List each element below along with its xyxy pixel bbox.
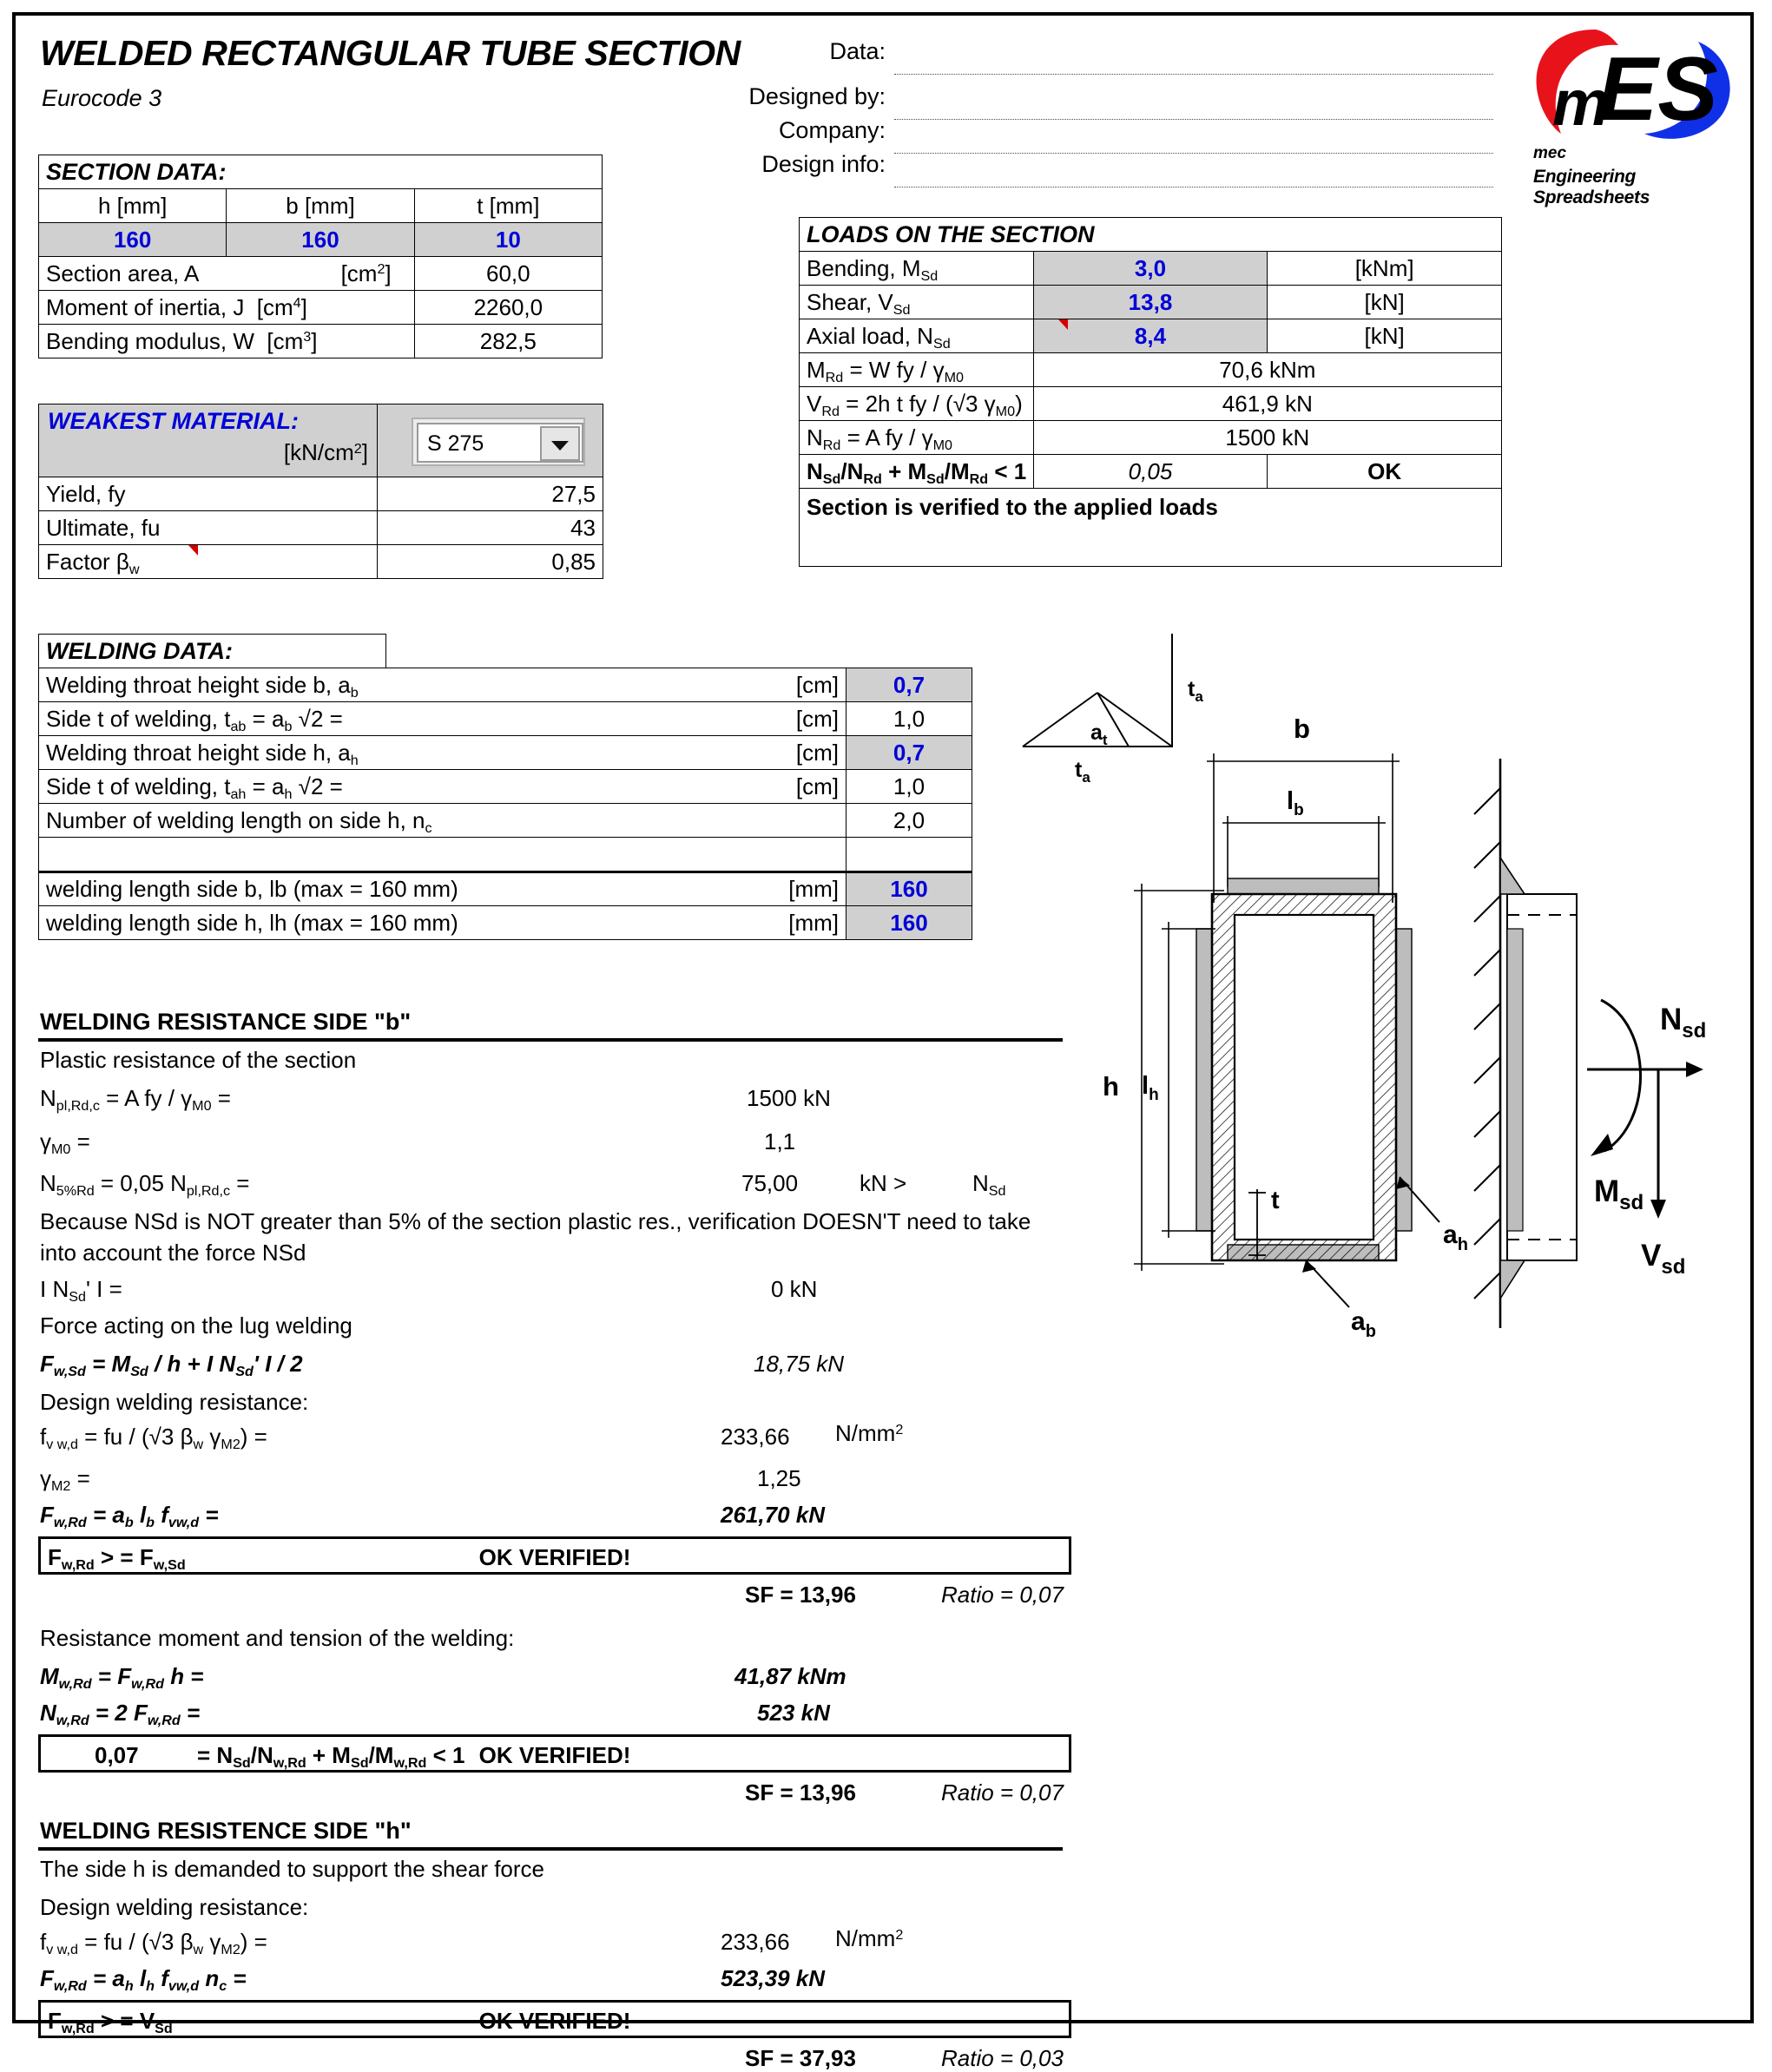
- formula-mw-rd: $M_{w,Rd} = F_{w,Rd}$ h =: [40, 1663, 204, 1693]
- svg-text:ta: $t_a$: [1188, 677, 1203, 705]
- table-row: [800, 353, 1502, 387]
- formula-vrd: $V_{Rd} = 2h$ t fy / (√3 $\gamma_{M0}$): [800, 387, 1034, 421]
- svg-text:ta: $t_a$: [1075, 758, 1090, 786]
- unit-bending: [kNm]: [1268, 252, 1502, 286]
- logo-line-1: mec: [1533, 144, 1567, 162]
- value-gamma-m2-b: 1,25: [757, 1465, 801, 1491]
- value-nsd-prime: 0 kN: [771, 1276, 818, 1302]
- table-row: [39, 511, 603, 545]
- label-shear: Shear, $V_{Sd}$: [800, 286, 1034, 319]
- value-fw-sd: 18,75 kN: [754, 1351, 845, 1377]
- label-factor-beta: Factor $\beta_w$: [39, 545, 378, 579]
- table-row: [39, 155, 603, 189]
- table-row: [800, 252, 1502, 286]
- material-title-cell: [39, 405, 378, 477]
- unit-axial: [kN]: [1268, 319, 1502, 353]
- section-technical-drawing: [1007, 642, 1754, 1341]
- col-header-t: t [mm]: [414, 189, 602, 223]
- value-gamma-m0: 1,1: [764, 1128, 796, 1154]
- formula-gamma-m2-b: $\gamma_{M2}$ =: [40, 1465, 90, 1495]
- text-side-h-shear: The side h is demanded to support the shear force: [40, 1856, 545, 1882]
- verification-label: $F_{w,Rd}$ > = $V_{Sd}$: [48, 2008, 173, 2037]
- table-row: [39, 545, 603, 579]
- verification-ratio-value: 0,07: [95, 1742, 139, 1768]
- ratio-value-2: Ratio = 0,07: [941, 1779, 1064, 1806]
- material-dropdown-button[interactable]: [540, 426, 580, 461]
- welding-data-title: WELDING DATA:: [39, 635, 386, 668]
- formula-nsd-prime: I $N_{Sd}'$ I =: [40, 1276, 122, 1306]
- label-interaction-check: $N_{Sd}/N_{Rd} + M_{Sd}/M_{Rd} < 1$: [800, 455, 1034, 489]
- header-field-design-info[interactable]: [761, 151, 1493, 186]
- header-field-company[interactable]: [764, 117, 1493, 152]
- input-t[interactable]: 10: [414, 223, 602, 257]
- unit-shear: [kN]: [1268, 286, 1502, 319]
- label-vsd: $V_{sd}$: [1641, 1239, 1686, 1279]
- text-force-lug: Force acting on the lug welding: [40, 1312, 352, 1339]
- label-nsd: $N_{sd}$: [1660, 1003, 1707, 1043]
- verification-box-interaction: [38, 1734, 1071, 1773]
- value-bending-modulus: 282,5: [414, 325, 602, 358]
- unit-ah: [cm]: [795, 739, 839, 766]
- unit-n5pct: kN >: [860, 1170, 907, 1196]
- label-msd: $M_{sd}$: [1594, 1174, 1644, 1214]
- sf-value-3: SF = 37,93: [745, 2045, 856, 2071]
- material-title: WEAKEST MATERIAL:: [48, 408, 299, 434]
- loads-table: [799, 217, 1502, 567]
- header-field-designed-by[interactable]: [748, 83, 1493, 118]
- unit-lh: [mm]: [788, 909, 839, 936]
- status-badge: OK: [1268, 455, 1502, 489]
- table-row: [800, 455, 1502, 489]
- label-ah: Welding throat height side h, $a_h$ [cm]: [39, 736, 846, 770]
- label-b: b: [1294, 714, 1310, 744]
- label-t: t: [1271, 1187, 1280, 1214]
- verification-status: OK VERIFIED!: [478, 2008, 631, 2034]
- material-unit: $[kN/cm^2]$: [283, 439, 368, 465]
- label-section-area: Section area, A $[cm^2]$: [39, 257, 415, 291]
- table-row: [39, 223, 603, 257]
- input-shear-vsd[interactable]: 13,8: [1033, 286, 1268, 319]
- label-bending-modulus: Bending modulus, W $[cm^3]$: [39, 325, 415, 358]
- table-row: [39, 189, 603, 223]
- table-row: [800, 286, 1502, 319]
- header-field-label: Data:: [829, 38, 886, 64]
- input-lh[interactable]: 160: [846, 906, 972, 940]
- value-factor-beta: 0,85: [378, 545, 603, 579]
- col-header-h: h [mm]: [39, 189, 227, 223]
- value-mw-rd: 41,87 kNm: [734, 1663, 846, 1689]
- svg-text:ah: $a_h$: [1443, 1220, 1468, 1254]
- unit-ab: [cm]: [795, 671, 839, 698]
- formula-nw-rd: $N_{w,Rd} = 2$ $F_{w,Rd}$ =: [40, 1700, 201, 1729]
- chevron-down-icon: [551, 441, 569, 451]
- verification-box-fwrd-vsd: [38, 2000, 1071, 2038]
- header-field-label: Design info:: [761, 151, 886, 177]
- loads-title: LOADS ON THE SECTION: [800, 218, 1502, 252]
- table-row: [39, 477, 603, 511]
- note-line-1: Because NSd is NOT greater than 5% of the section plastic res., verification DOESN'T need to take: [40, 1208, 1031, 1234]
- label-nc: Number of welding length on side h, $n_c$: [39, 804, 846, 838]
- svg-text:at: $a_t$: [1090, 720, 1108, 748]
- svg-text:ES: ES: [1597, 39, 1718, 140]
- table-row: [39, 291, 603, 325]
- verification-status: OK VERIFIED!: [478, 1544, 631, 1570]
- table-row: [39, 668, 972, 702]
- formula-fvwd-h: $f_{v w,d}$ = fu / (√3 $\beta_w$ $\gamma_{M2}$) =: [40, 1929, 267, 1958]
- ratio-value-1: Ratio = 0,07: [941, 1582, 1064, 1608]
- compare-nsd: $N_{Sd}$: [972, 1170, 1006, 1200]
- unit-tah: [cm]: [795, 773, 839, 799]
- verification-label: $F_{w,Rd}$ > = $F_{w,Sd}$: [48, 1544, 186, 1574]
- table-row: [39, 872, 972, 906]
- label-yield: Yield, fy: [39, 477, 378, 511]
- label-bending: Bending, $M_{Sd}$: [800, 252, 1034, 286]
- value-tab: 1,0: [846, 702, 972, 736]
- material-dropdown-box[interactable]: [417, 423, 583, 463]
- verification-status: OK VERIFIED!: [478, 1742, 631, 1768]
- material-dropdown-value: S 275: [427, 431, 484, 456]
- header-field-data[interactable]: [764, 38, 1493, 73]
- value-moment-inertia: 2260,0: [414, 291, 602, 325]
- unit-fvwd-h: $N/mm^2$: [835, 1925, 904, 1951]
- table-row: [800, 489, 1502, 527]
- value-tah: 1,0: [846, 770, 972, 804]
- unit-lb: [mm]: [788, 876, 839, 902]
- label-lh: welding length side h, lh (max = 160 mm) [mm]: [39, 906, 846, 940]
- table-row: [39, 770, 972, 804]
- svg-text:ab: $a_b$: [1351, 1307, 1376, 1341]
- value-vrd: 461,9 kN: [1033, 387, 1501, 421]
- header-field-label: Company:: [778, 117, 886, 143]
- formula-fw-rd-h: $F_{w,Rd} = a_h$ $l_h$ $f_{vw,d}$ $n_c$ =: [40, 1965, 247, 1995]
- heading-side-h: WELDING RESISTENCE SIDE "h": [40, 1818, 412, 1844]
- input-bending-msd[interactable]: 3,0: [1033, 252, 1268, 286]
- value-fvwd-b: 233,66: [721, 1424, 790, 1450]
- formula-fw-sd: $F_{w,Sd} = M_{Sd} / h + I$ $N_{Sd}'$ I / 2: [40, 1351, 303, 1380]
- label-moment-inertia: Moment of inertia, J $[cm^4]$: [39, 291, 415, 325]
- value-fw-rd-b: 261,70 kN: [721, 1502, 825, 1528]
- page-title: WELDED RECTANGULAR TUBE SECTION: [40, 33, 741, 73]
- divider: [38, 1847, 1063, 1851]
- input-ah[interactable]: 0,7: [846, 736, 972, 770]
- input-b[interactable]: 160: [227, 223, 414, 257]
- value-nrd: 1500 kN: [1033, 421, 1501, 455]
- drawing-svg: [1007, 642, 1754, 1341]
- table-row: [39, 838, 972, 872]
- value-nc: 2,0: [846, 804, 972, 838]
- table-row: [39, 257, 603, 291]
- value-mrd: 70,6 kNm: [1033, 353, 1501, 387]
- table-row: [39, 325, 603, 358]
- col-header-b: b [mm]: [227, 189, 414, 223]
- input-axial-nsd[interactable]: 8,4: [1033, 319, 1268, 353]
- svg-text:lb: $l_b$: [1287, 787, 1304, 819]
- header-field-label: Designed by:: [748, 83, 886, 109]
- sf-value-2: SF = 13,96: [745, 1779, 856, 1806]
- value-yield: 27,5: [378, 477, 603, 511]
- welding-data-spacer: [39, 838, 846, 872]
- heading-side-b: WELDING RESISTANCE SIDE "b": [40, 1009, 412, 1035]
- table-row: [800, 387, 1502, 421]
- text-design-welding-resistance-h: Design welding resistance:: [40, 1894, 309, 1920]
- value-section-area: 60,0: [414, 257, 602, 291]
- logo-line-2: Engineering Spreadsheets: [1533, 167, 1650, 207]
- mes-logo: [1528, 23, 1749, 207]
- input-ab[interactable]: 0,7: [846, 668, 972, 702]
- input-h[interactable]: 160: [39, 223, 227, 257]
- svg-text:m: m: [1552, 67, 1610, 139]
- table-row: [800, 421, 1502, 455]
- formula-npl-rd-c: $N_{pl,Rd,c} = A$ fy / $\gamma_{M0}$ =: [40, 1085, 231, 1115]
- formula-mrd: $M_{Rd} = W$ fy / $\gamma_{M0}$: [800, 353, 1034, 387]
- formula-fvwd-b: $f_{v w,d}$ = fu / (√3 $\beta_w$ $\gamma_{M2}$) =: [40, 1424, 267, 1453]
- sf-value-1: SF = 13,96: [745, 1582, 856, 1608]
- verdict-spacer: [800, 527, 1502, 567]
- note-line-2: into account the force NSd: [40, 1240, 306, 1266]
- formula-nrd: $N_{Rd} = A$ fy / $\gamma_{M0}$: [800, 421, 1034, 455]
- value-interaction-check: 0,05: [1033, 455, 1268, 489]
- table-row: [800, 527, 1502, 567]
- value-ultimate: 43: [378, 511, 603, 545]
- table-row: [800, 218, 1502, 252]
- table-row: [39, 702, 972, 736]
- value-npl-rd-c: 1500 kN: [747, 1085, 831, 1111]
- label-lb: welding length side b, lb (max = 160 mm) [mm]: [39, 872, 846, 906]
- table-row: [39, 906, 972, 940]
- input-lb[interactable]: 160: [846, 872, 972, 906]
- verification-label: = $N_{Sd}/N_{w,Rd} + M_{Sd}/M_{w,Rd} < 1$: [197, 1742, 465, 1772]
- table-row: [39, 635, 972, 668]
- value-nw-rd: 523 kN: [757, 1700, 830, 1726]
- mes-logo-mark: [1528, 23, 1749, 144]
- section-data-table: [38, 155, 603, 358]
- label-tah: Side t of welding, $t_{ah} = a_h$ √2 = [cm]: [39, 770, 846, 804]
- verdict-text: Section is verified to the applied loads: [800, 489, 1502, 527]
- label-ultimate: Ultimate, fu: [39, 511, 378, 545]
- formula-n5pct: $N_{5\%Rd} = 0,05$ $N_{pl,Rd,c}$ =: [40, 1170, 250, 1200]
- comment-marker-icon: [1058, 319, 1068, 330]
- value-n5pct: 75,00: [741, 1170, 799, 1196]
- divider: [38, 1038, 1063, 1042]
- material-dropdown[interactable]: [412, 418, 585, 466]
- section-data-title: SECTION DATA:: [39, 155, 603, 189]
- table-row: [39, 804, 972, 838]
- ratio-value-3: Ratio = 0,03: [941, 2045, 1064, 2071]
- verification-box-fwrd-fwsd: [38, 1536, 1071, 1575]
- label-tab: Side t of welding, $t_{ab} = a_b$ √2 = [cm]: [39, 702, 846, 736]
- welding-data-table: [38, 634, 972, 940]
- unit-fvwd-b: $N/mm^2$: [835, 1420, 904, 1446]
- value-fw-rd-h: 523,39 kN: [721, 1965, 825, 1991]
- formula-fw-rd-b: $F_{w,Rd} = a_b$ $l_b$ $f_{vw,d}$ =: [40, 1502, 219, 1531]
- label-ab: Welding throat height side b, $a_b$ [cm]: [39, 668, 846, 702]
- table-row: [800, 319, 1502, 353]
- page-subtitle: Eurocode 3: [42, 85, 162, 111]
- text-design-welding-resistance-b: Design welding resistance:: [40, 1389, 309, 1415]
- label-axial: Axial load, $N_{Sd}$: [800, 319, 1034, 353]
- svg-text:lh: $l_h$: [1142, 1072, 1159, 1104]
- value-fvwd-h: 233,66: [721, 1929, 790, 1955]
- text-plastic-resistance: Plastic resistance of the section: [40, 1047, 357, 1073]
- table-row: [39, 736, 972, 770]
- comment-marker-icon: [188, 545, 198, 556]
- text-resistance-moment: Resistance moment and tension of the welding:: [40, 1625, 515, 1651]
- formula-gamma-m0: $\gamma_{M0}$ =: [40, 1128, 90, 1158]
- label-h: h: [1103, 1071, 1119, 1102]
- unit-tab: [cm]: [795, 705, 839, 732]
